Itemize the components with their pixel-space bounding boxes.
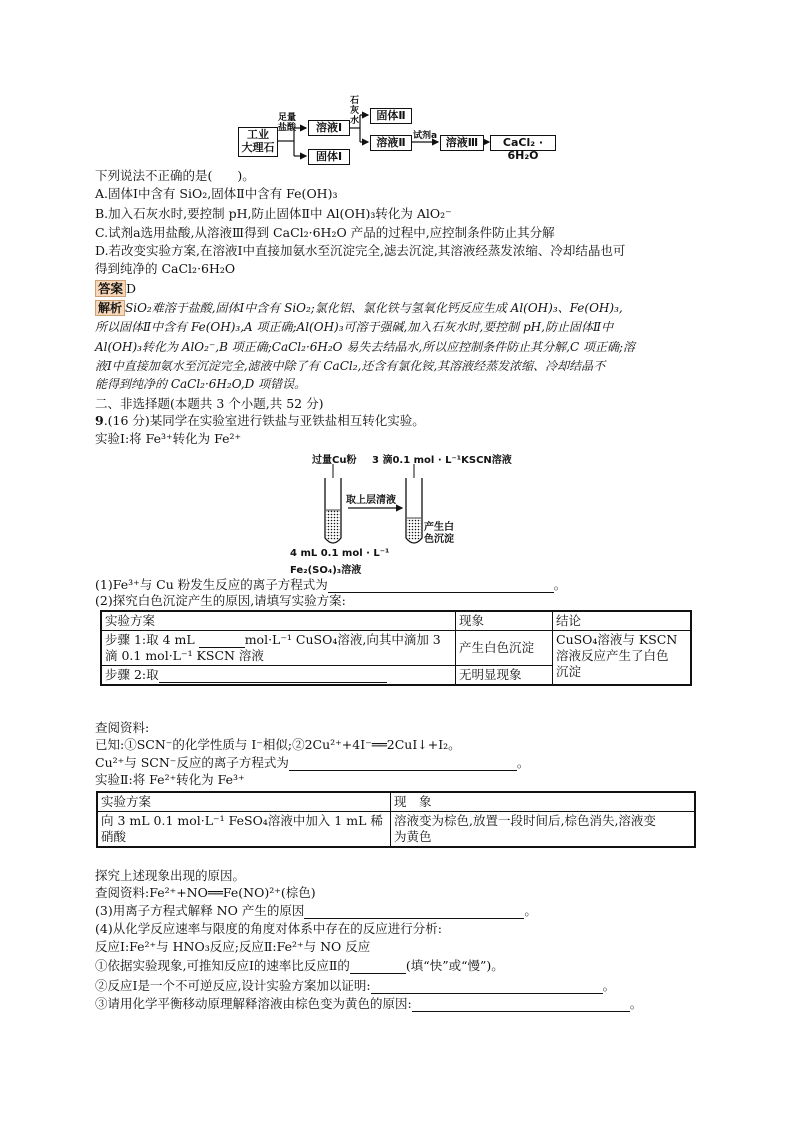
table1-step1-phenomenon: 产生白色沉淀 xyxy=(456,631,553,666)
kscn-label: 3 滴0.1 mol · L⁻¹KSCN溶液 xyxy=(372,455,512,466)
flow-solution3-box: 溶液Ⅲ xyxy=(440,135,484,151)
q8-option-b: B.加入石灰水时,要控制 pH,防止固体Ⅱ中 Al(OH)₃转化为 AlO₂⁻ xyxy=(95,206,452,221)
q9-part3 xyxy=(95,903,537,919)
step2-text: 步骤 2:取 xyxy=(105,667,159,682)
flow-solution2-box: 溶液Ⅱ xyxy=(370,135,412,151)
q9-part4-2-text: ②反应Ⅰ是一个不可逆反应,设计实验方案加以证明: xyxy=(95,978,371,993)
q9-part4-1-text: ①依据实验现象,可推知反应Ⅰ的速率比反应Ⅱ的 xyxy=(95,958,350,973)
q8-option-d: D.若改变实验方案,在溶液Ⅰ中直接加氨水至沉淀完全,滤去沉淀,其溶液经蒸发浓缩、冷却结晶也可 xyxy=(95,243,626,258)
step1-text-a: 步骤 1:取 4 mL xyxy=(105,632,195,647)
q8-option-a: A.固体Ⅰ中含有 SiO₂,固体Ⅱ中含有 Fe(OH)₃ xyxy=(95,186,338,201)
flow-solution1-box: 溶液Ⅰ xyxy=(308,120,350,136)
cu-scn-end: 。 xyxy=(516,755,530,770)
transfer-label: 取上层清液 xyxy=(346,495,396,506)
q9-part2: (2)探究白色沉淀产生的原因,请填写实验方案: xyxy=(95,593,346,608)
q9-part4-3 xyxy=(95,996,642,1012)
table2-header-plan: 实验方案 xyxy=(97,792,391,812)
q9-part1-blank[interactable] xyxy=(328,580,554,593)
table1-header-plan: 实验方案 xyxy=(101,611,456,631)
solution-label-b: Fe₂(SO₄)₃溶液 xyxy=(290,565,362,576)
answer-tag: 答案 xyxy=(95,280,126,297)
table1-step1 xyxy=(101,631,456,666)
q8-option-c: C.试剂a选用盐酸,从溶液Ⅲ得到 CaCl₂·6H₂O 产品的过程中,应控制条件防止其分解 xyxy=(95,225,555,240)
q9-part4-1 xyxy=(95,958,504,974)
q9-exp1-title: 实验Ⅰ:将 Fe³⁺转化为 Fe²⁺ xyxy=(95,431,242,446)
step1-blank[interactable] xyxy=(199,635,245,648)
q9-part4-3-blank[interactable] xyxy=(412,999,630,1012)
table2-phen-b: 为黄色 xyxy=(394,829,432,844)
q9-number: 9 xyxy=(95,413,104,428)
result-label: 产生白 色沉淀 xyxy=(424,522,454,545)
analysis-tag: 解析 xyxy=(95,300,125,316)
table-1 xyxy=(100,610,692,686)
table1-conclusion xyxy=(553,631,692,686)
q9-part4-3-text: ③请用化学平衡移动原理解释溶液由棕色变为黄色的原因: xyxy=(95,996,412,1011)
flow-product-box: CaCl₂ · 6H₂O xyxy=(490,135,556,151)
cu-powder-label: 过量Cu粉 xyxy=(312,455,357,466)
table1-header-phenomenon: 现象 xyxy=(456,611,553,631)
solution-label-a: 4 mL 0.1 mol · L⁻¹ xyxy=(290,548,390,559)
q9-part4-1-blank[interactable] xyxy=(350,961,406,974)
step2-blank[interactable] xyxy=(159,670,387,683)
q9-part1 xyxy=(95,577,566,593)
cu-scn-blank[interactable] xyxy=(289,758,517,771)
table2-header-phenomenon: 现 象 xyxy=(391,792,696,812)
cu-scn-text: Cu²⁺与 SCN⁻反应的离子方程式为 xyxy=(95,755,289,770)
q8-analysis-line-5: 能得到纯净的 CaCl₂·6H₂O,D 项错误。 xyxy=(95,377,307,391)
q9-part4-2-blank[interactable] xyxy=(371,981,603,994)
table2-plan-b: 硝酸 xyxy=(101,829,127,844)
analysis-text-1: SiO₂难溶于盐酸,固体Ⅰ中含有 SiO₂;氯化铝、氯化铁与氢氧化钙反应生成 Al(OH)₃、Fe(OH)₃, xyxy=(125,301,623,315)
answer-value: D xyxy=(126,281,137,296)
q8-analysis-line-4: 液Ⅰ中直接加氨水至沉淀完全,滤液中除了有 CaCl₂,还含有氯化铵,其溶液经蒸发浓缩、冷却结晶不 xyxy=(95,359,606,373)
q9-part1-end: 。 xyxy=(553,577,567,592)
section-heading: 二、非选择题(本题共 3 个小题,共 52 分) xyxy=(95,396,324,411)
flow-start-box: 工业 大理石 xyxy=(238,127,278,157)
q9-part1-text: (1)Fe³⁺与 Cu 粉发生反应的离子方程式为 xyxy=(95,577,328,592)
q9-exp2-title: 实验Ⅱ:将 Fe²⁺转化为 Fe³⁺ xyxy=(95,772,245,787)
cu-scn-question xyxy=(95,755,529,771)
explore-text: 探究上述现象出现的原因。 xyxy=(95,868,246,883)
ref2-text: 查阅资料:Fe²⁺+NO══Fe(NO)²⁺(棕色) xyxy=(95,885,316,900)
table1-step2-phenomenon: 无明显现象 xyxy=(456,666,553,686)
conclusion-b: 溶液反应产生了白色 xyxy=(556,648,669,663)
q8-option-d-cont: 得到纯净的 CaCl₂·6H₂O xyxy=(95,261,236,276)
conclusion-a: CuSO₄溶液与 KSCN xyxy=(556,632,678,647)
q9-part4: (4)从化学反应速率与限度的角度对体系中存在的反应进行分析: xyxy=(95,921,442,936)
table1-step2 xyxy=(101,666,456,686)
table-2 xyxy=(96,791,696,848)
flow-solid1-box: 固体Ⅰ xyxy=(308,149,350,165)
ref-heading: 查阅资料: xyxy=(95,720,150,735)
flow-reagent2-label: 石 灰 水 xyxy=(350,96,360,126)
step1-text-c: 滴 0.1 mol·L⁻¹ KSCN 溶液 xyxy=(105,648,264,663)
q8-stem: 下列说法不正确的是( )。 xyxy=(95,168,255,183)
q9-part3-blank[interactable] xyxy=(304,906,524,919)
table2-plan-a: 向 3 mL 0.1 mol·L⁻¹ FeSO₄溶液中加入 1 mL 稀 xyxy=(101,813,383,828)
q9-part3-text: (3)用离子方程式解释 NO 产生的原因 xyxy=(95,903,305,918)
q8-analysis-line-3: Al(OH)₃转化为 AlO₂⁻,B 项正确;CaCl₂·6H₂O 易失去结晶水,所以应控制条件防止其分解,C 项正确;溶 xyxy=(95,340,635,354)
table1-header-conclusion: 结论 xyxy=(553,611,692,631)
q9-part4-3-end: 。 xyxy=(629,996,643,1011)
q9-part4-2-end: 。 xyxy=(602,978,616,993)
q9-part3-end: 。 xyxy=(524,903,537,918)
conclusion-c: 沉淀 xyxy=(556,664,582,679)
q9-part4-reactions: 反应Ⅰ:Fe²⁺与 HNO₃反应;反应Ⅱ:Fe²⁺与 NO 反应 xyxy=(95,939,371,954)
flow-reagent1-label: 足量 盐酸 xyxy=(278,113,297,133)
flow-solid2-box: 固体Ⅱ xyxy=(370,108,412,124)
table2-plan xyxy=(97,812,391,848)
flow-reagent3-label: 试剂a xyxy=(413,131,438,141)
step1-text-b: mol·L⁻¹ CuSO₄溶液,向其中滴加 3 xyxy=(244,632,441,647)
q9-part4-1-end: (填“快”或“慢”)。 xyxy=(405,958,504,973)
table2-phenomenon xyxy=(391,812,696,848)
q9-part4-2 xyxy=(95,978,615,994)
table2-phen-a: 溶液变为棕色,放置一段时间后,棕色消失,溶液变 xyxy=(394,813,656,828)
q9-stem-text: .(16 分)某同学在实验室进行铁盐与亚铁盐相互转化实验。 xyxy=(103,413,425,428)
q8-analysis-line-2: 所以固体Ⅱ中含有 Fe(OH)₃,A 项正确;Al(OH)₃可溶于强碱,加入石灰水时,要控制 pH,防止固体Ⅱ中 xyxy=(95,320,614,334)
known-facts: 已知:①SCN⁻的化学性质与 I⁻相似;②2Cu²⁺+4I⁻══2CuI↓+I₂。 xyxy=(95,737,461,752)
